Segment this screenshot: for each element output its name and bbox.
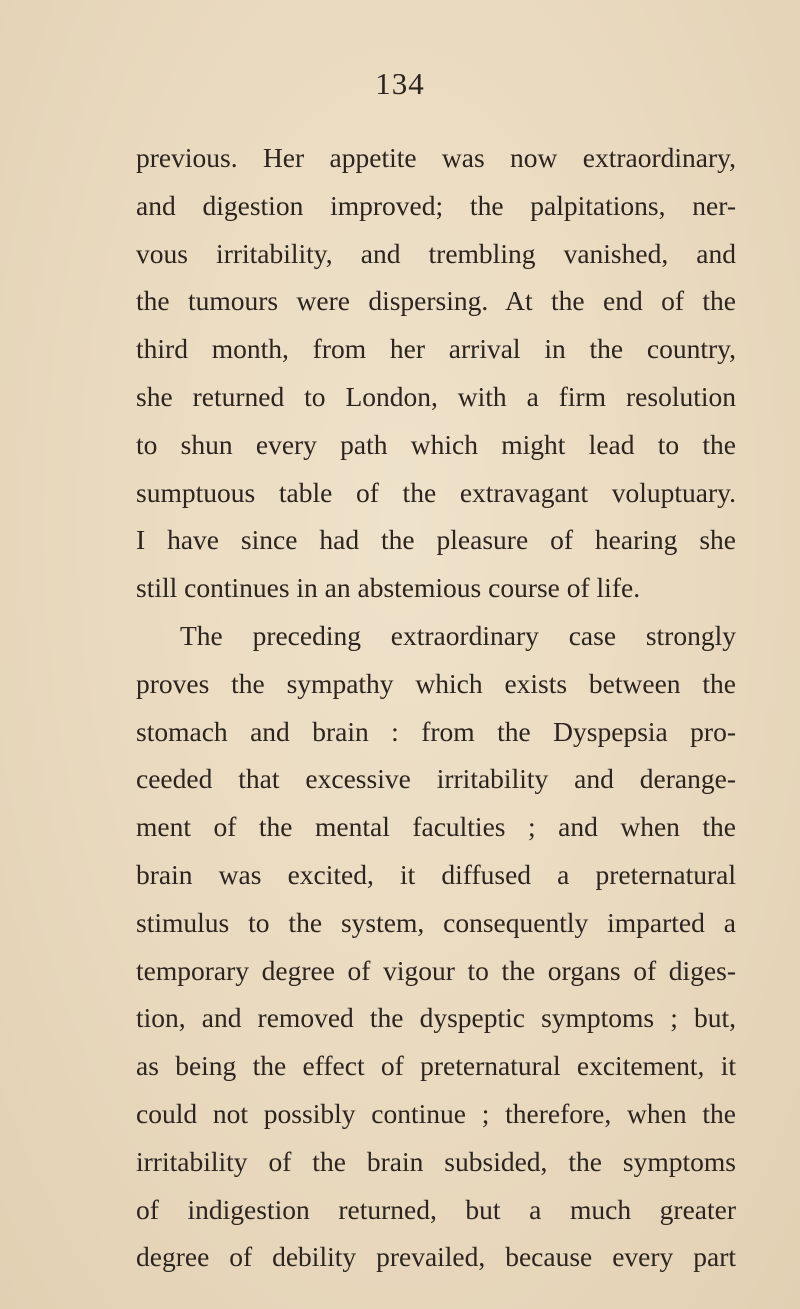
text-line: brain was excited, it diffused a preternatural <box>136 858 736 890</box>
text-line: proves the sympathy which exists between the <box>136 667 736 699</box>
text-line: to shun every path which might lead to the <box>136 428 736 460</box>
text-line: previous. Her appetite was now extraordinary, <box>136 142 736 173</box>
text-line: sumptuous table of the extravagant voluptuary. <box>136 476 736 508</box>
text-line: stomach and brain : from the Dyspepsia pro- <box>136 715 736 747</box>
text-line: ment of the mental faculties ; and when the <box>136 811 736 843</box>
text-line: The preceding extraordinary case strongly <box>180 619 736 651</box>
text-line: could not possibly continue ; therefore, when the <box>136 1097 736 1129</box>
text-line: still continues in an abstemious course of life. <box>136 572 641 604</box>
text-line: vous irritability, and trembling vanished, and <box>136 237 736 269</box>
text-line: degree of debility prevailed, because every part <box>136 1241 736 1273</box>
text-line: temporary degree of vigour to the organs of diges- <box>136 954 736 986</box>
text-line: she returned to London, with a firm resolution <box>136 380 736 412</box>
text-line: and digestion improved; the palpitations, ner- <box>136 189 736 221</box>
text-line: ceeded that excessive irritability and derange- <box>136 763 736 795</box>
page-number: 134 <box>375 66 425 101</box>
text-line: as being the effect of preternatural excitement, it <box>136 1050 736 1082</box>
text-line: third month, from her arrival in the country, <box>136 333 736 365</box>
text-line: tion, and removed the dyspeptic symptoms ; but, <box>136 1002 736 1034</box>
text-line: the tumours were dispersing. At the end of the <box>136 285 736 317</box>
text-line: of indigestion returned, but a much greater <box>136 1193 736 1225</box>
text-line: I have since had the pleasure of hearing she <box>136 524 736 556</box>
body-text <box>136 134 736 1281</box>
text-line: irritability of the brain subsided, the symptoms <box>136 1145 736 1177</box>
text-line: stimulus to the system, consequently imparted a <box>136 906 736 938</box>
